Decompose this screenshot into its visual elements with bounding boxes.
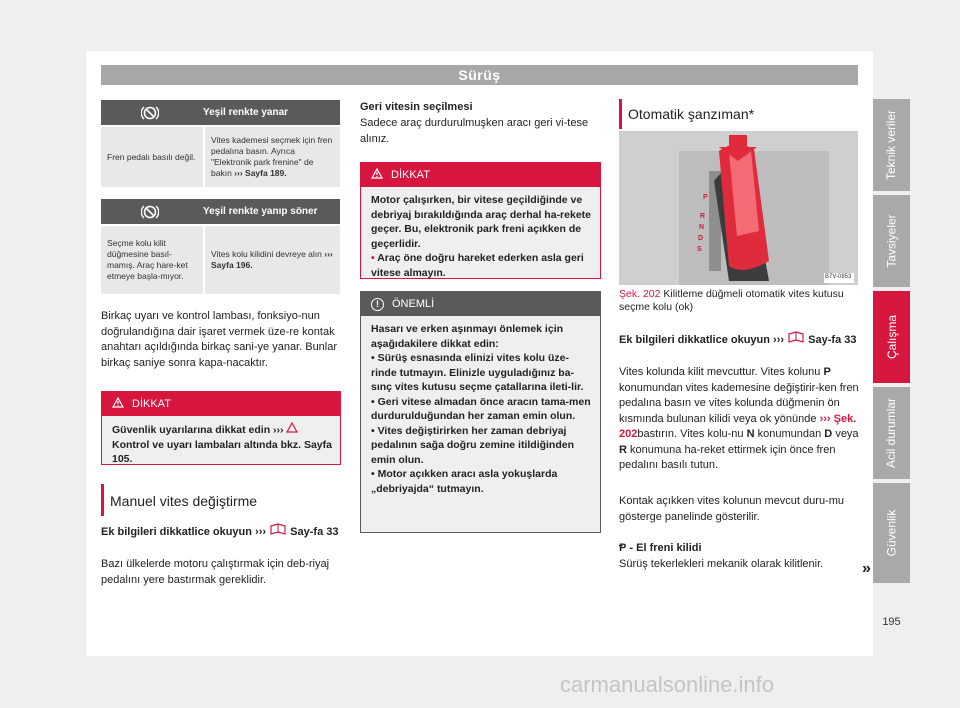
- page-reference[interactable]: Say-fa 33: [808, 334, 857, 346]
- lamp-condition: Fren pedalı basılı değil.: [101, 127, 205, 187]
- warning-bullet: Araç öne doğru hareket ederken asla geri vitese almayın.: [371, 252, 584, 279]
- handbrake-text: Sürüş tekerlekleri mekanik olarak kilitlenir.: [619, 558, 824, 570]
- lamp-table-green-flashing: [101, 199, 340, 294]
- warning-triangle-icon: [112, 397, 124, 411]
- handbrake-title: Ᵽ - El freni kilidi: [619, 542, 702, 554]
- auto-paragraph-1: Vites kolunda kilit mevcuttur. Vites kolunu P konumundan vites kademesine değiştirir-ken fren pedalına basın ve vites kolunda düğmenin ön kısmında bulunan kilidi veya ok yönünde ››› Şek. 202bastırın. Vites kolu-nu N konumundan D veya R konumuna ha-reket ettirmek için önce fren pedalını basılı tutun.: [619, 366, 859, 471]
- section-title-automatic: Otomatik şanzıman*: [628, 106, 755, 122]
- page-header: Sürüş: [101, 65, 858, 85]
- lamp-table-green-on: [101, 100, 340, 187]
- warning-triangle-icon: [286, 424, 298, 436]
- warning-box: [101, 391, 341, 465]
- figure-link[interactable]: ››› Şek. 202: [619, 412, 857, 440]
- gear-selector-lamp-icon: [101, 105, 199, 121]
- lamp-action: Vites kolu kilidini devreye alın ››› Sayfa 196.: [211, 249, 333, 270]
- info-icon: !: [371, 298, 384, 311]
- page-reference[interactable]: ››› Sayfa 189.: [234, 168, 287, 178]
- watermark: carmanualsonline.info: [560, 672, 775, 697]
- gear-position-D: D: [698, 235, 704, 242]
- notice-bullet: Geri vitese almadan önce aracın tama-men durdurulduğundan her zaman emin olun.: [371, 395, 591, 422]
- lamp-table-title: Yeşil renkte yanıp söner: [203, 206, 318, 217]
- warning-text: Güvenlik uyarılarına dikkat edin ›››: [112, 424, 284, 436]
- notice-bullet: Sürüş esnasında elinizi vites kolu üze-rinde tutmayın. Elinizle uyguladığınız ba-sınç vites kutusu seçme çatallarına ileti-lir.: [371, 352, 584, 393]
- auto-subheading: Ek bilgileri dikkatlice okuyun ››› Say-fa 33: [619, 334, 857, 346]
- warning-text-2: Kontrol ve uyarı lambaları altında bkz. Sayfa 105.: [112, 438, 332, 465]
- gear-position-N: N: [699, 224, 705, 231]
- page-reference[interactable]: ››› Sayfa 196.: [211, 249, 333, 270]
- section-title-manual: Manuel vites değiştirme: [110, 493, 258, 509]
- manual-subheading: Ek bilgileri dikkatlice okuyun ››› Say-fa 33: [101, 526, 339, 538]
- book-icon: [269, 526, 287, 538]
- reverse-text: Sadece araç durdurulmuşken aracı geri vi-tese alınız.: [360, 117, 589, 145]
- lamp-condition: Seçme kolu kilit düğmesine basıl-mamış. Araç hare-ket etmeye başla-mıyor.: [101, 226, 205, 294]
- page-number: 195: [882, 616, 901, 628]
- page-reference[interactable]: Say-fa 33: [290, 526, 339, 538]
- notice-box: ! ÖNEMLİ Hasarı ve erken aşınmayı önlemek için aşağıdakilere dikkat edin: • Sürüş esnasında elinizi vites kolu üze-rinde tutmayın. Elinizle uyguladığınız ba-sınç vites kutusu seçme çatallarına ileti-lir. • Geri vitese almadan önce aracın tama-men durdurulduğundan her zaman emin olun. • Vites değiştirirken her zaman debriyaj pedalının sağa doğru zemine itildiğinden emin olun. • Motor açıkken aracı asla yokuşlarda „debriyajda“ tutmayın.: [360, 291, 601, 533]
- auto-paragraph-2: Kontak açıkken vites kolunun mevcut duru-mu gösterge panelinde gösterilir.: [619, 495, 845, 523]
- gear-position-S: S: [697, 246, 702, 253]
- notice-bullet: Motor açıkken aracı asla yokuşlarda „debriyajda“ tutmayın.: [371, 468, 558, 495]
- warning-box: DİKKAT Motor çalışırken, bir vitese geçildiğinde ve debriyaj bırakıldığında araç derhal ha-rekete geçer. Bu, elektronik park freni açıkken de geçerlidir. • Araç öne doğru hareket ederken asla geri vitese almayın.: [360, 162, 601, 279]
- tab-safety[interactable]: Güvenlik: [873, 483, 910, 583]
- tab-operation[interactable]: Çalışma: [873, 291, 910, 383]
- continue-icon: »: [862, 560, 871, 577]
- warning-triangle-icon: [371, 168, 383, 182]
- notice-intro: Hasarı ve erken aşınmayı önlemek için aşağıdakilere dikkat edin:: [371, 323, 564, 350]
- tab-emergencies[interactable]: Acil durumlar: [873, 387, 910, 479]
- tab-recommendations[interactable]: Tavsiyeler: [873, 195, 910, 287]
- warning-label: DİKKAT: [132, 398, 171, 410]
- figure-code: B7V-0853: [825, 274, 852, 280]
- section-marker: [101, 484, 104, 516]
- warning-text: Motor çalışırken, bir vitese geçildiğinde ve debriyaj bırakıldığında araç derhal ha-rekete geçer. Bu, elektronik park freni açıkken de geçerlidir.: [371, 194, 592, 250]
- notice-bullet: Vites değiştirirken her zaman debriyaj pedalının sağa doğru zemine itildiğinden emin olun.: [371, 424, 575, 466]
- lamps-paragraph: Birkaç uyarı ve kontrol lambası, fonksiyo-nun doğrulandığına dair işaret vermek üze-re kontak anahtarı açıldığında birkaç sani-ye yanar. Bunlar birkaç saniye sonra kapa-nacaktır.: [101, 310, 338, 369]
- manual-text: Bazı ülkelerde motoru çalıştırmak için deb-riyaj pedalını yere bastırmak gereklidir.: [101, 558, 330, 586]
- gear-selector-figure: [619, 131, 858, 285]
- gear-position-P: P: [703, 194, 708, 201]
- reverse-title: Geri vitesin seçilmesi: [360, 101, 473, 113]
- notice-label: ÖNEMLİ: [392, 298, 435, 310]
- lamp-table-title: Yeşil renkte yanar: [203, 107, 289, 118]
- book-icon: [787, 334, 805, 346]
- lamp-action: Vites kademesi seçmek için fren pedalına basın. Ayrıca "Elektronik park frenine" de bakın ››› Sayfa 189.: [211, 135, 333, 178]
- gear-position-R: R: [700, 213, 706, 220]
- section-marker: [619, 99, 622, 129]
- warning-label: DİKKAT: [391, 169, 430, 181]
- figure-caption: Şek. 202 Kilitleme düğmeli otomatik vites kutusu seçme kolu (ok): [619, 288, 844, 313]
- position-p-icon: Ᵽ: [619, 542, 627, 554]
- tab-technical-data[interactable]: Teknik veriler: [873, 99, 910, 191]
- gear-selector-lamp-icon: [101, 204, 199, 220]
- figure-reference: Şek. 202: [619, 288, 661, 300]
